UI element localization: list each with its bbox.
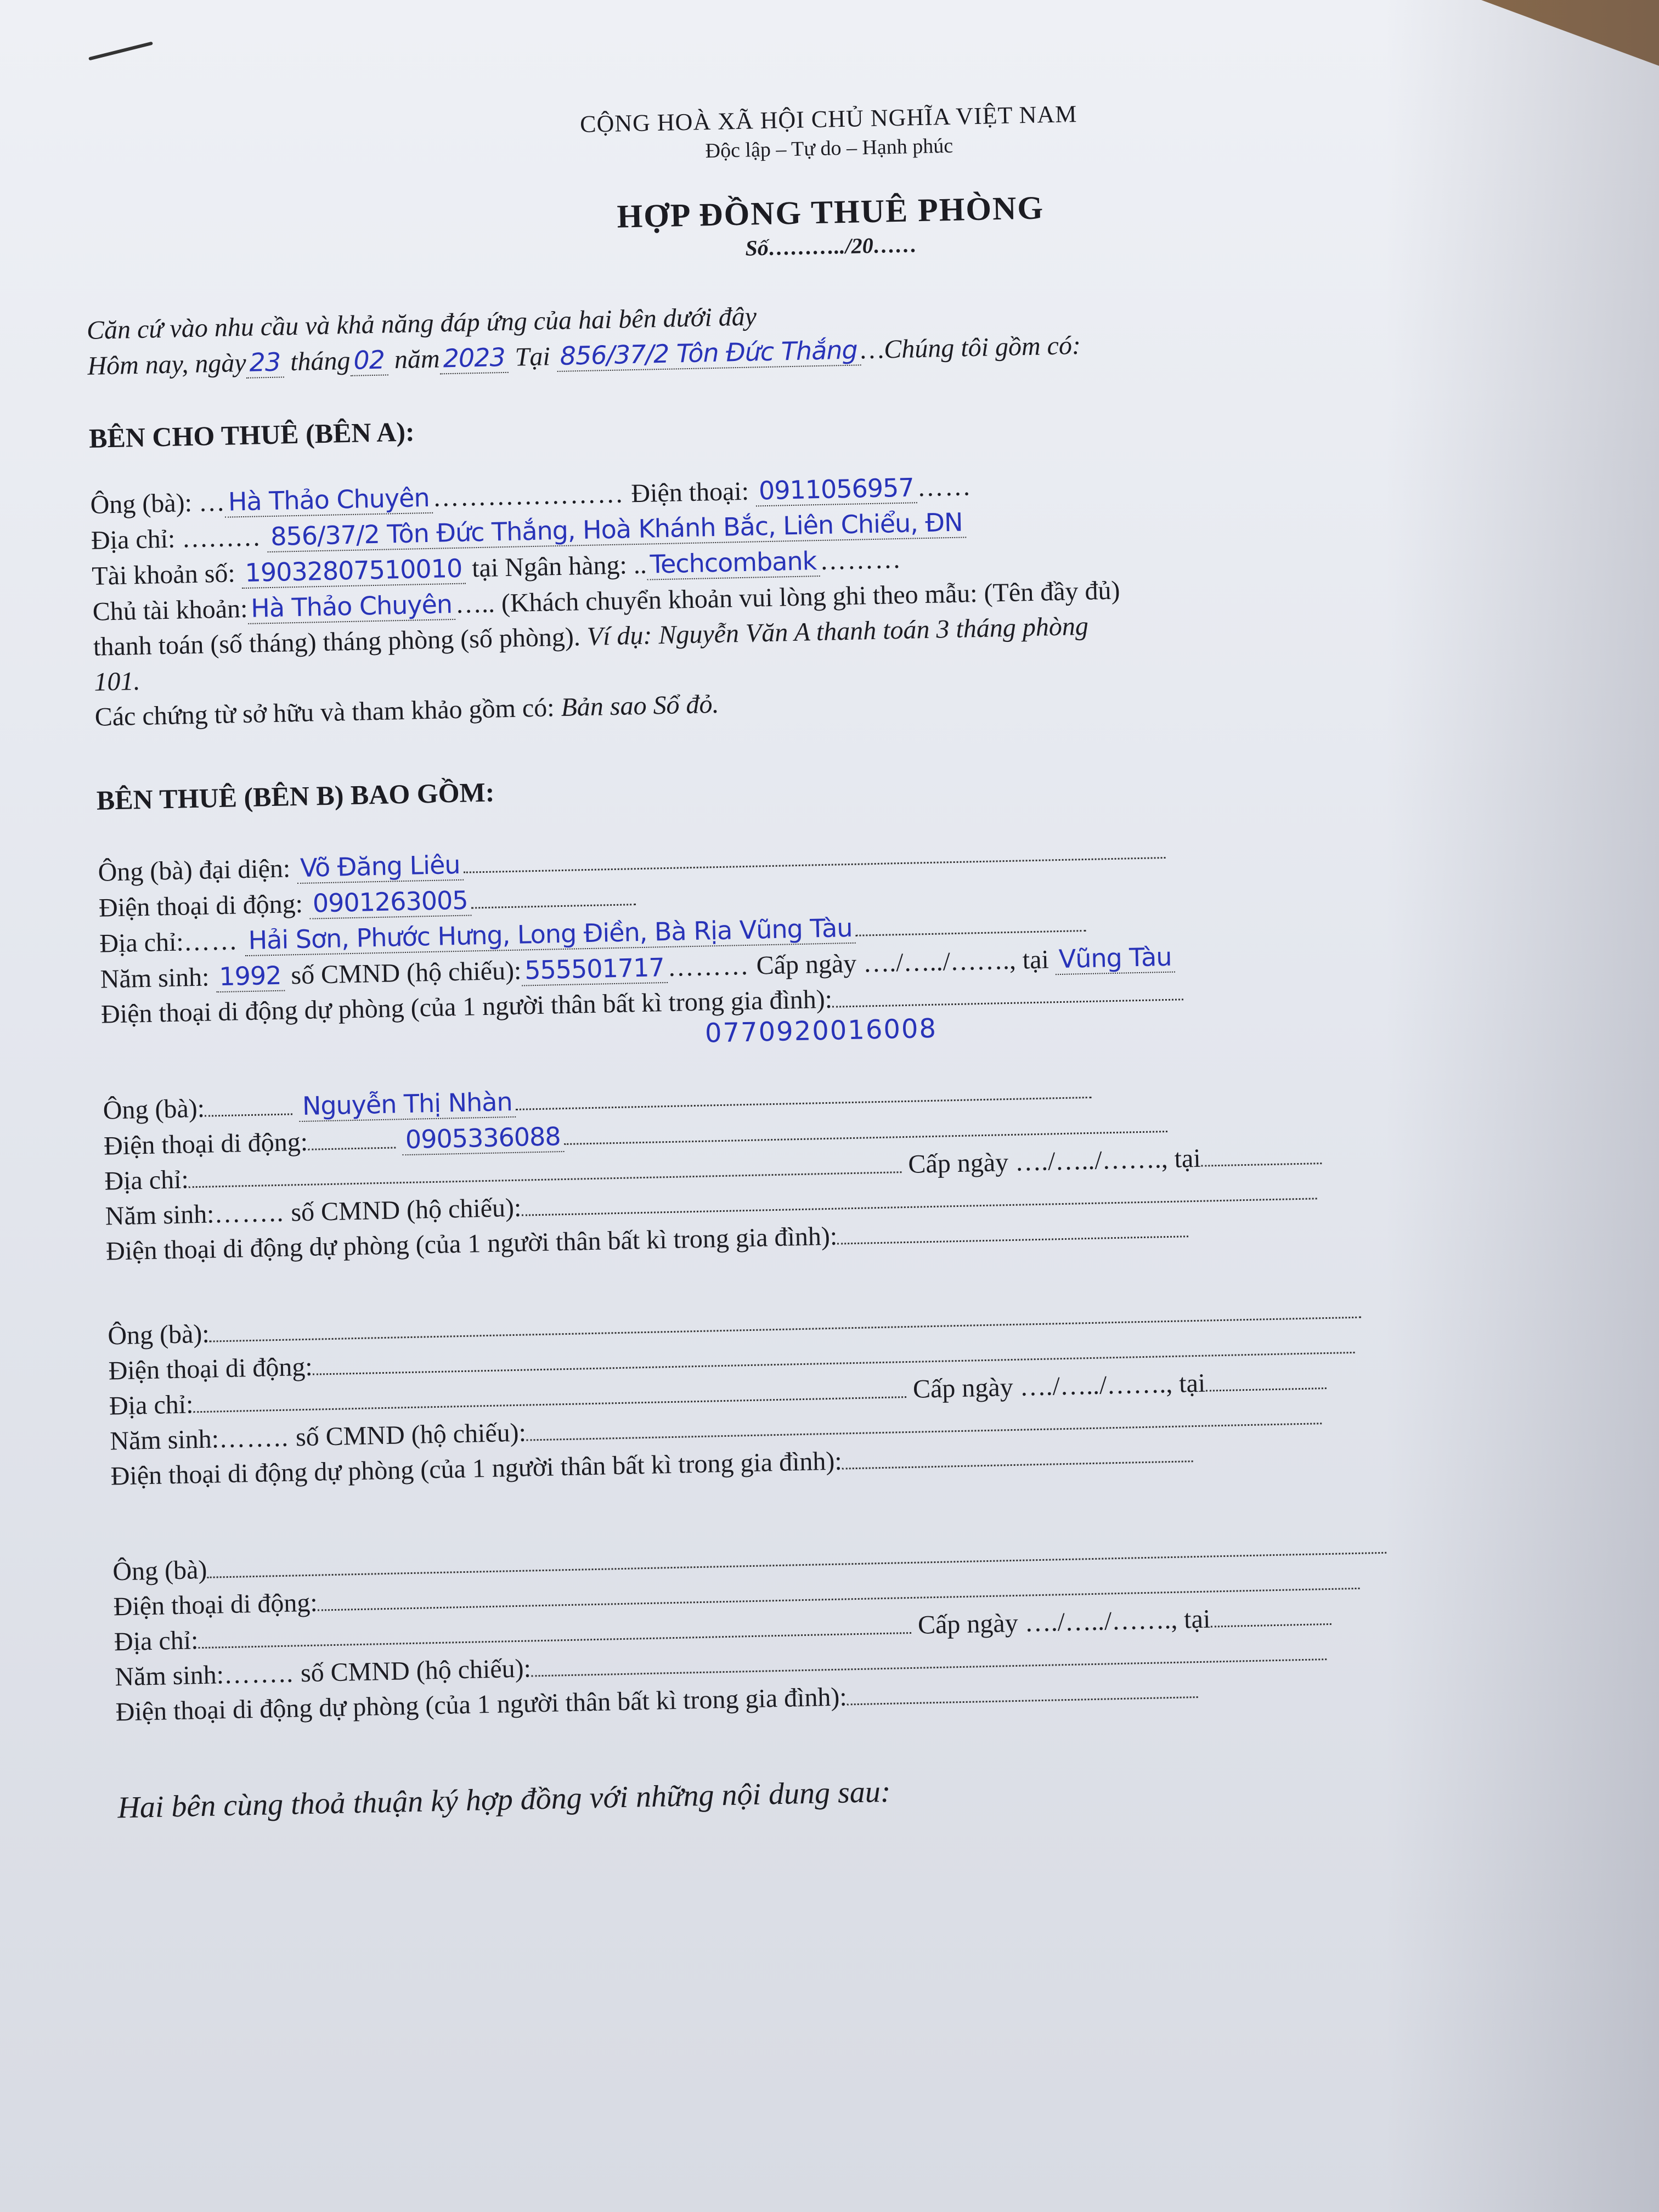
p1-address-line: Địa chỉ:…… Hải Sơn, Phước Hưng, Long Điền, Bà Rịa Vũng Tàu (99, 895, 1592, 962)
p2-mobile: 0905336088 (402, 1121, 564, 1155)
p1-backup-phone: 0770920016008 (704, 1013, 938, 1049)
party-b-person-4 (112, 1523, 1608, 1730)
id-label: số CMND (hộ chiếu): (295, 1418, 527, 1452)
name-label: Ông (bà) (112, 1555, 207, 1587)
issued-blank: …./…../……., tại (1024, 1604, 1211, 1638)
p1-id: 555501717 (521, 952, 668, 986)
year-label: năm (394, 344, 441, 375)
docs-value: Bản sao Sổ đỏ. (560, 689, 720, 722)
party-a-name-line: Ông (bà): … Hà Thảo Chuyên ………………… Điện thoại: 0911056957 …… (90, 472, 973, 520)
address-label: Địa chỉ: ……… (91, 522, 261, 555)
p1-issued-place: Vũng Tàu (1055, 942, 1175, 975)
holder-label: Chủ tài khoản: (92, 594, 248, 627)
bank-label: tại Ngân hàng: .. (471, 550, 647, 583)
we-include: …Chúng tôi gồm có: (860, 330, 1081, 365)
id-label: số CMND (hộ chiếu): (290, 1193, 522, 1227)
birth-label: Năm sinh: (100, 962, 210, 994)
party-a-bank: Techcombank (646, 546, 820, 580)
p2-birth-line: Năm sinh:…….. số CMND (hộ chiếu): (105, 1168, 1598, 1234)
p1-name: Võ Đăng Liêu (297, 850, 464, 884)
issued-label: Cấp ngày (912, 1372, 1014, 1404)
issued-blank: …./…../……., tại (862, 945, 1049, 978)
id-label: số CMND (hộ chiếu): (290, 956, 522, 990)
today-label: Hôm nay, ngày (87, 348, 247, 381)
phone-label: Điện thoại: (630, 476, 749, 509)
transfer-note-2: thanh toán (số tháng) tháng phòng (số phòng). (93, 622, 581, 662)
backup-label: Điện thoại di động dự phòng (của 1 người thân bất kì trong gia đình): (100, 984, 833, 1029)
month-value: 02 (350, 345, 388, 376)
intro-block (86, 282, 1579, 384)
year-value: 2023 (439, 342, 509, 375)
at-label: Tại (515, 342, 551, 372)
issued-label: Cấp ngày (907, 1148, 1009, 1179)
party-b-heading: BÊN THUÊ (BÊN B) BAO GỒM: (96, 776, 495, 816)
closing-statement: Hai bên cùng thoả thuận ký hợp đồng với những nội dung sau: (117, 1774, 891, 1825)
party-a-name: Hà Thảo Chuyên (224, 483, 433, 518)
transfer-example-2: 101. (93, 667, 140, 697)
contract-title: HỢP ĐỒNG THUÊ PHÒNG (616, 189, 1045, 235)
mobile-label: Điện thoại di động: (98, 889, 303, 923)
address-label: Địa chỉ: (104, 1165, 189, 1196)
place-value: 856/37/2 Tôn Đức Thắng (556, 335, 861, 372)
mobile-label: Điện thoại di động: (103, 1127, 308, 1161)
birth-label: Năm sinh: (109, 1424, 219, 1456)
issued-blank: …./…../……., tại (1014, 1143, 1201, 1177)
party-a-account-line: Tài khoản số: 19032807510010 tại Ngân hàng: .. Techcombank ……… (91, 544, 902, 591)
name-label: Ông (bà): (103, 1093, 205, 1125)
party-a-holder: Hà Thảo Chuyên (247, 589, 456, 624)
transfer-example: Ví dụ: Nguyễn Văn A thanh toán 3 tháng phòng (586, 611, 1089, 651)
month-label: tháng (290, 346, 351, 377)
party-b-person-3 (108, 1288, 1603, 1494)
p1-birth-line: Năm sinh: 1992 số CMND (hộ chiếu): 555501717 ……… Cấp ngày …./…../……., tại Vũng Tàu (100, 930, 1593, 997)
party-a-heading: BÊN CHO THUÊ (BÊN A): (88, 416, 415, 454)
party-a-phone: 0911056957 (755, 472, 917, 506)
motto: Độc lập – Tự do – Hạnh phúc (705, 134, 953, 163)
party-a-address: 856/37/2 Tôn Đức Thắng, Hoà Khánh Bắc, Liên Chiểu, ĐN (267, 507, 966, 552)
birth-label: Năm sinh: (114, 1660, 224, 1692)
party-a-block (90, 456, 1587, 735)
name-label: Ông (bà): (107, 1319, 210, 1351)
party-b-person-2 (103, 1062, 1598, 1269)
party-a-account: 19032807510010 (241, 554, 466, 589)
address-label: Địa chỉ: (109, 1390, 194, 1421)
p1-birth-year: 1992 (216, 961, 285, 993)
birth-label: Năm sinh: (105, 1199, 215, 1231)
contract-content (82, 89, 1611, 1856)
address-label: Địa chỉ: (114, 1626, 199, 1657)
mobile-label: Điện thoại di động: (108, 1352, 313, 1386)
contract-header (82, 89, 1577, 275)
mobile-label: Điện thoại di động: (113, 1588, 318, 1622)
backup-label: Điện thoại di động dự phòng (của 1 người thân bất kì trong gia đình): (115, 1682, 848, 1727)
p1-mobile: 0901263005 (309, 885, 471, 919)
issued-label: Cấp ngày (917, 1608, 1019, 1640)
account-label: Tài khoản số: (91, 558, 236, 591)
day-value: 23 (246, 347, 284, 378)
name-label: Ông (bà): … (90, 487, 225, 520)
id-label: số CMND (hộ chiếu): (300, 1654, 532, 1688)
p2-name: Nguyễn Thị Nhàn (298, 1087, 516, 1122)
backup-label: Điện thoại di động dự phòng (của 1 người thân bất kì trong gia đình): (110, 1446, 843, 1491)
contract-number: Số………../20…… (744, 232, 918, 261)
p1-address: Hải Sơn, Phước Hưng, Long Điền, Bà Rịa Vũng Tàu (245, 913, 856, 956)
p3-birth-line: Năm sinh:…….. số CMND (hộ chiếu): (110, 1393, 1602, 1459)
issued-label: Cấp ngày (756, 949, 857, 980)
backup-label: Điện thoại di động dự phòng (của 1 người thân bất kì trong gia đình): (105, 1221, 838, 1266)
intro-basis: Căn cứ vào nhu cầu và khả năng đáp ứng của hai bên dưới đây (86, 302, 757, 345)
p4-birth-line: Năm sinh:…….. số CMND (hộ chiếu): (115, 1628, 1607, 1695)
party-b-person-1 (98, 823, 1594, 1060)
docs-label: Các chứng từ sở hữu và tham khảo gồm có: (94, 693, 555, 732)
address-label: Địa chỉ: (99, 927, 184, 958)
rep-label: Ông (bà) đại diện: (98, 854, 291, 887)
nation-heading: CỘNG HOÀ XÃ HỘI CHỦ NGHĨA VIỆT NAM (579, 100, 1077, 138)
transfer-note: ….. (Khách chuyển khoản vui lòng ghi theo mẫu: (Tên đầy đủ) (455, 575, 1120, 619)
issued-blank: …./…../……., tại (1019, 1368, 1206, 1402)
